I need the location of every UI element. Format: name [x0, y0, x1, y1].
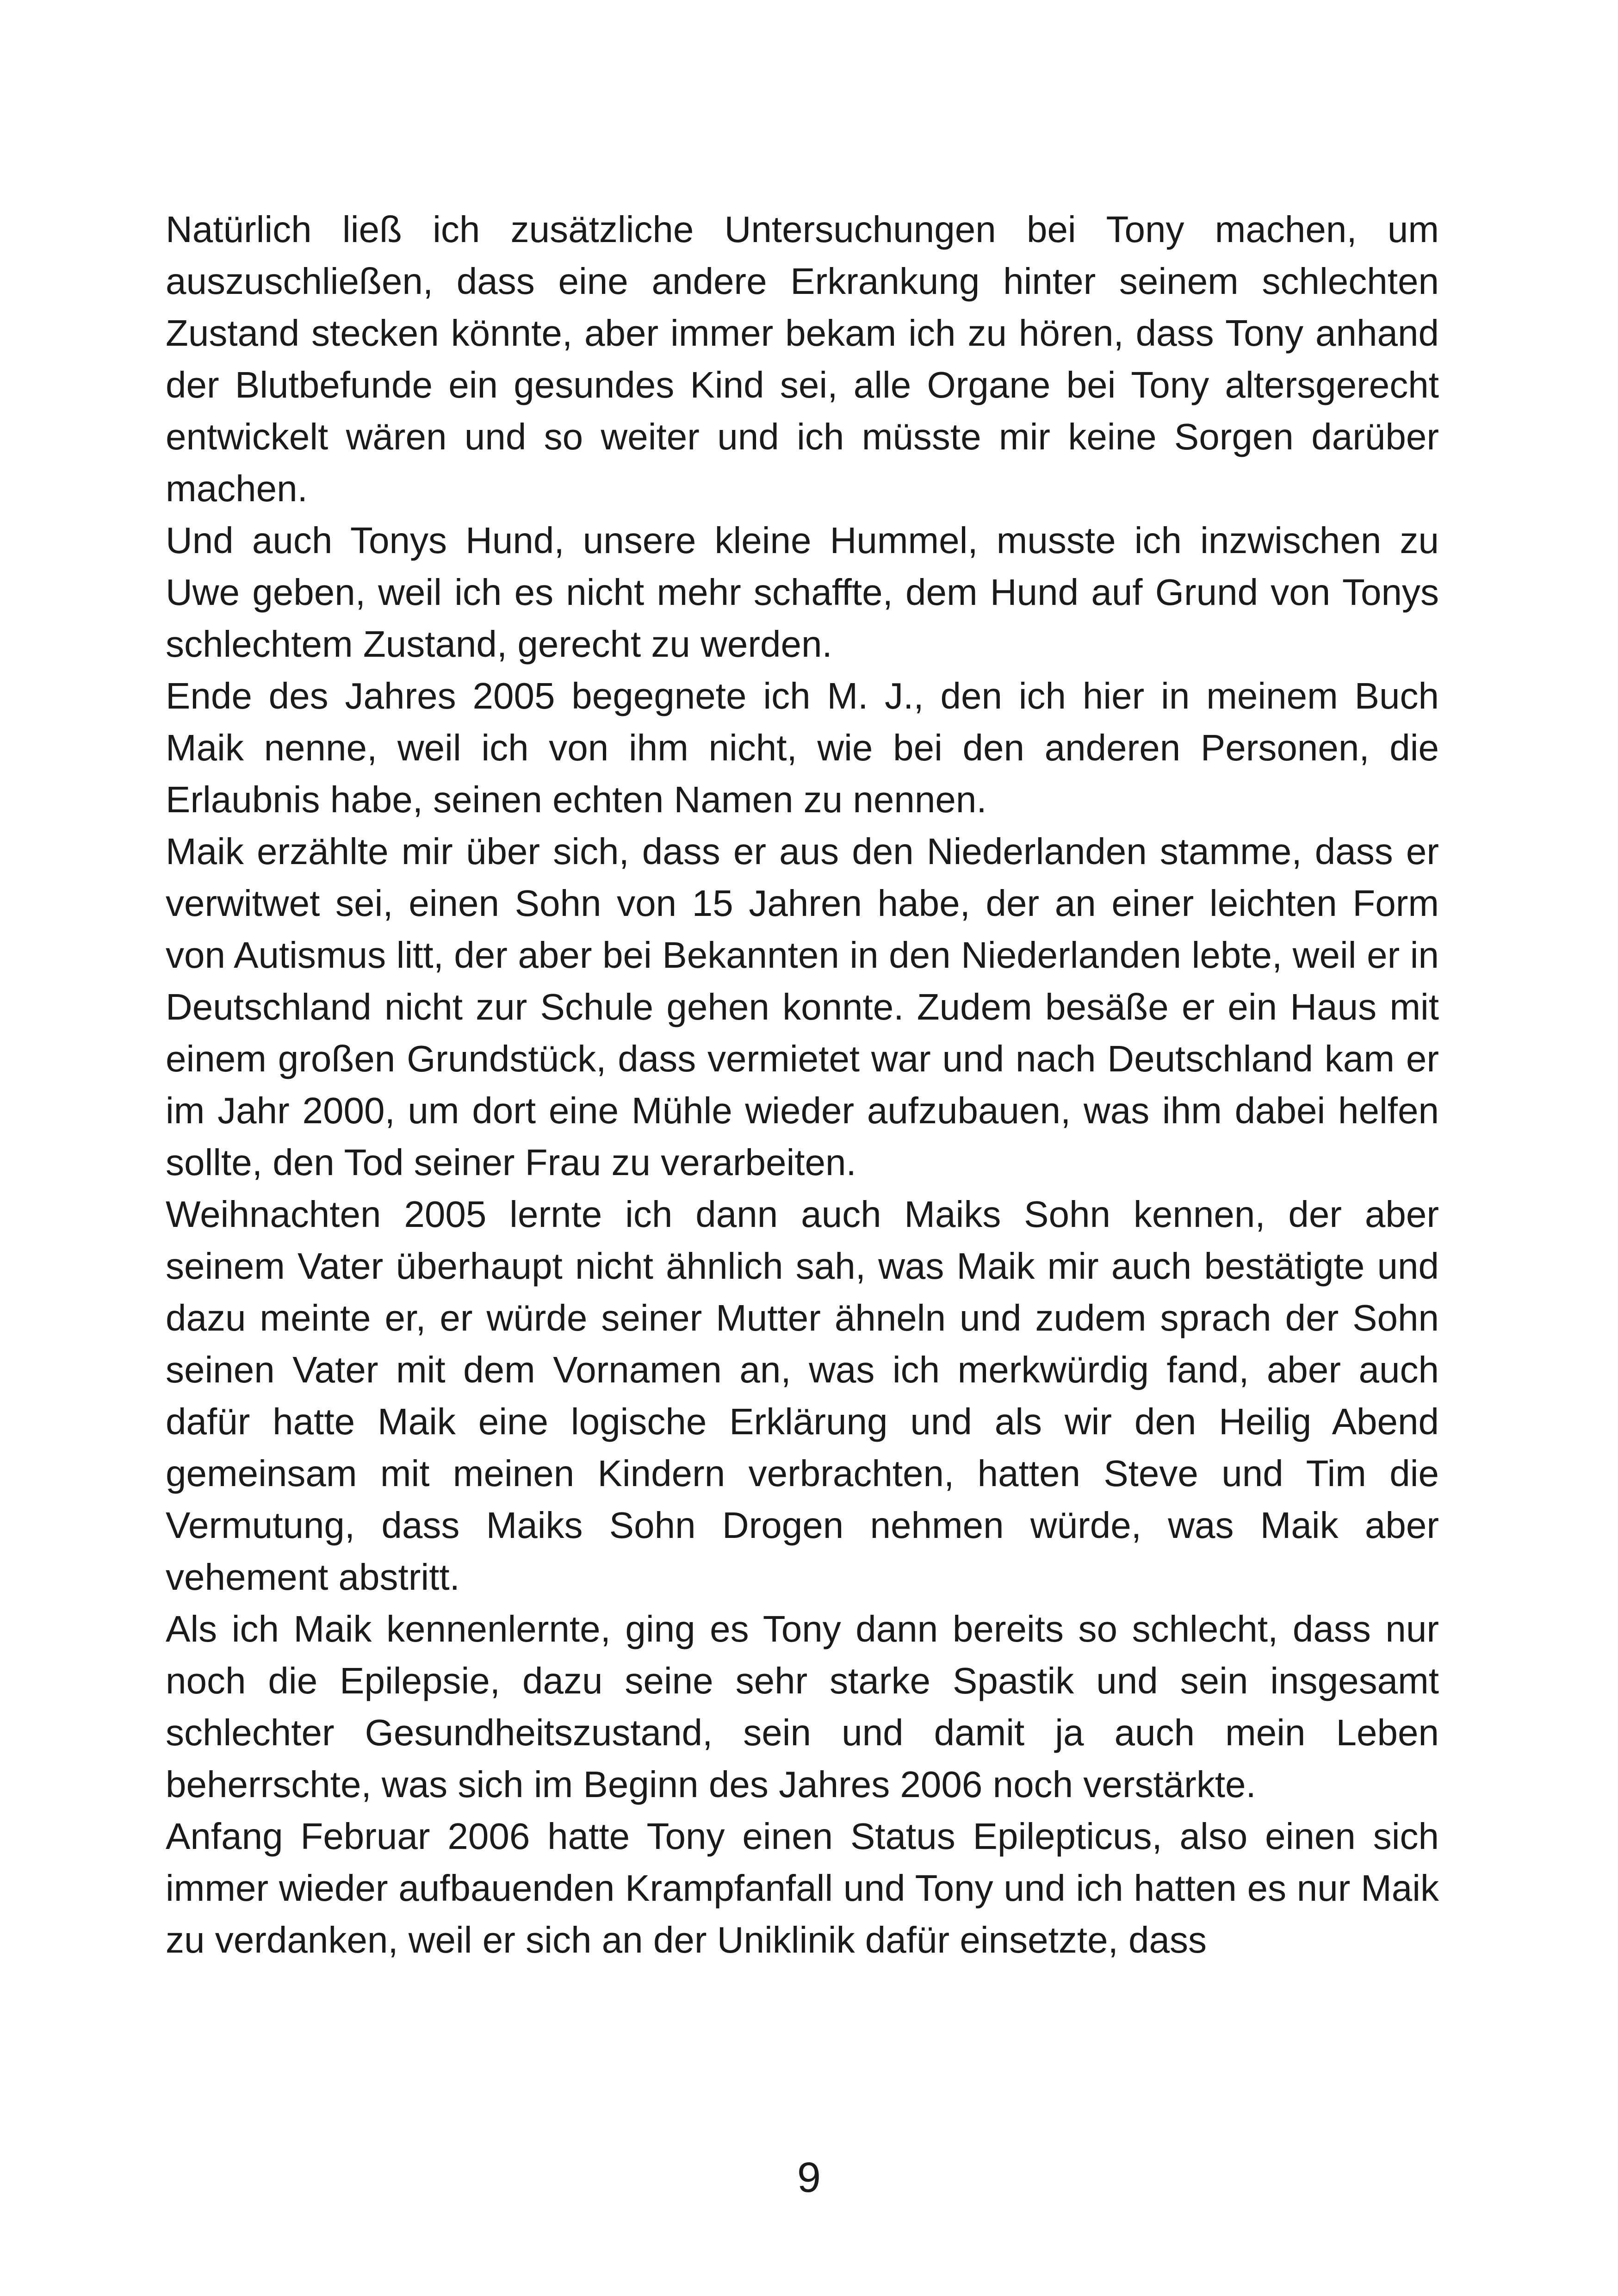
paragraph-5: Weihnachten 2005 lernte ich dann auch Maiks Sohn kennen, der aber seinem Vater überhaupt nicht ähnlich sah, was Maik mir auch bestätigte und dazu meinte er, er würde seiner Mutter ähneln und zudem sprach der Sohn seinen Vater mit dem Vornamen an, was ich merkwürdig fand, aber auch dafür hatte Maik eine logische Erklärung und als wir den Heilig Abend gemeinsam mit meinen Kindern verbrachten, hatten Steve und Tim die Vermutung, dass Maiks Sohn Drogen nehmen würde, was Maik aber vehement abstritt.	[166, 1194, 1439, 1598]
body-text	[166, 204, 1439, 1966]
paragraph-2: Und auch Tonys Hund, unsere kleine Hummel, musste ich inzwischen zu Uwe geben, weil ich es nicht mehr schaffte, dem Hund auf Grund von Tonys schlechtem Zustand, gerecht zu werden.	[166, 520, 1439, 665]
paragraph-3: Ende des Jahres 2005 begegnete ich M. J., den ich hier in meinem Buch Maik nenne, weil ich von ihm nicht, wie bei den anderen Personen, die Erlaubnis habe, seinen echten Namen zu nennen.	[166, 675, 1439, 820]
paragraph-4: Maik erzählte mir über sich, dass er aus den Niederlanden stamme, dass er verwitwet sei, einen Sohn von 15 Jahren habe, der an einer leichten Form von Autismus litt, der aber bei Bekannten in den Niederlanden lebte, weil er in Deutschland nicht zur Schule gehen konnte. Zudem besäße er ein Haus mit einem großen Grundstück, dass vermietet war und nach Deutschland kam er im Jahr 2000, um dort eine Mühle wieder aufzubauen, was ihm dabei helfen sollte, den Tod seiner Frau zu verarbeiten.	[166, 831, 1439, 1183]
paragraph-7: Anfang Februar 2006 hatte Tony einen Status Epilepticus, also einen sich immer wieder aufbauenden Krampfanfall und Tony und ich hatten es nur Maik zu verdanken, weil er sich an der Uniklinik dafür einsetzte, dass	[166, 1816, 1439, 1960]
page-number: 9	[797, 2154, 821, 2201]
paragraph-1: Natürlich ließ ich zusätzliche Untersuchungen bei Tony machen, um auszuschließen, dass eine andere Erkrankung hinter seinem schlechten Zustand stecken könnte, aber immer bekam ich zu hören, dass Tony anhand der Blutbefunde ein gesundes Kind sei, alle Organe bei Tony altersgerecht entwickelt wären und so weiter und ich müsste mir keine Sorgen darüber machen.	[166, 209, 1439, 509]
paragraph-6: Als ich Maik kennenlernte, ging es Tony dann bereits so schlecht, dass nur noch die Epilepsie, dazu seine sehr starke Spastik und sein insgesamt schlechter Gesundheitszustand, sein und damit ja auch mein Leben beherrschte, was sich im Beginn des Jahres 2006 noch verstärkte.	[166, 1608, 1439, 1805]
